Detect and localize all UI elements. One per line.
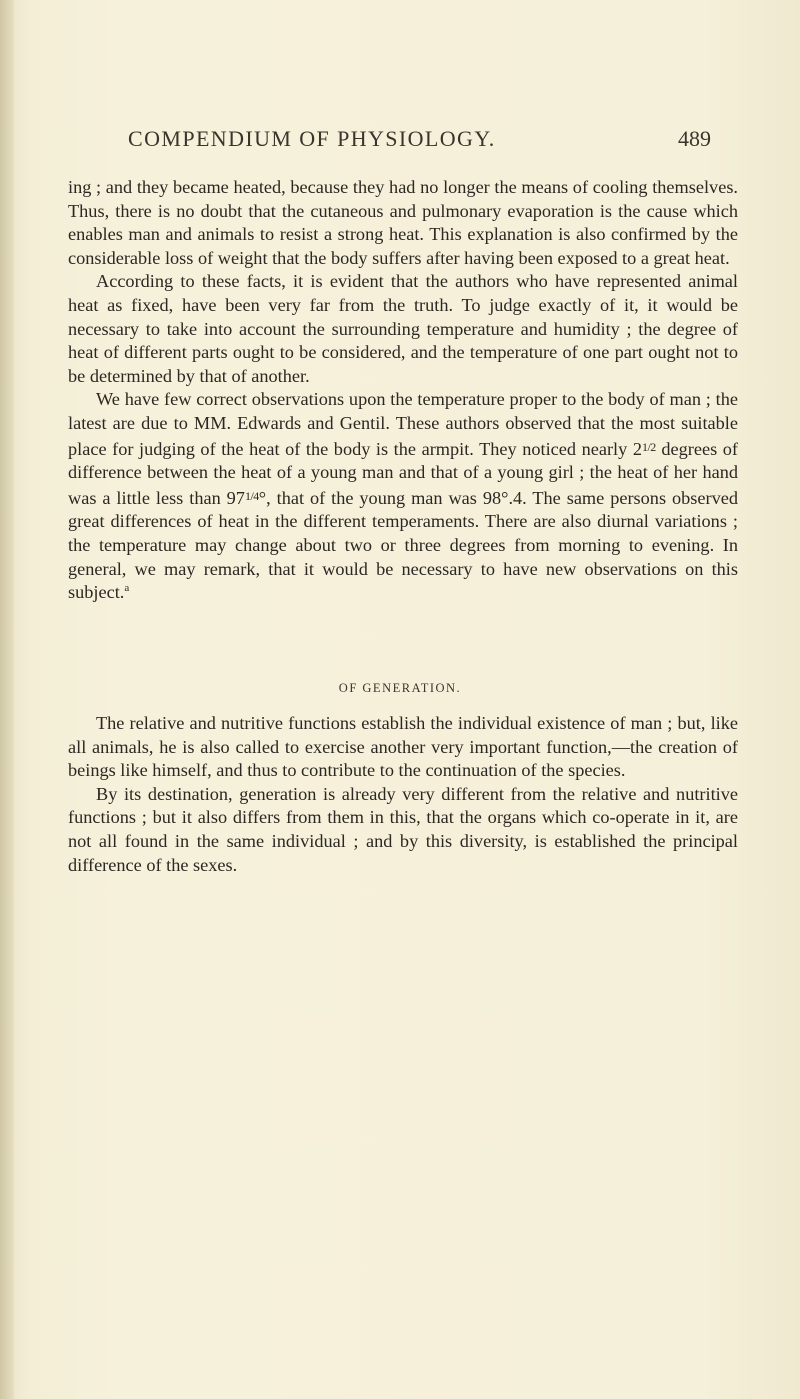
section-body [68, 712, 738, 877]
section-heading: OF GENERATION. [338, 681, 462, 695]
fraction-quarter: 1/4 [244, 488, 259, 503]
paragraph-animal-heat: According to these facts, it is evident that the authors who have represented animal heat as fixed, have been very far from the truth. To judge exactly of it, it would be necessary to take into account the surrounding temperature and humidity ; the degree of heat of different parts ought to be considered, and the temperature of one part ought not to be determined by that of another. [68, 271, 738, 386]
page-number: 489 [678, 126, 711, 151]
paragraph-observations [68, 388, 738, 604]
footnote-marker: a [124, 582, 130, 594]
paragraph-continued: ing ; and they became heated, because they had no longer the means of cooling themselves. Thus, there is no doubt that the cutaneous and pulmonary evaporation is the cause which enables man and animals to resist a strong heat. This explanation is also confirmed by the considerable loss of weight that the body suffers after having been exposed to a great heat. [68, 177, 738, 268]
text-run: We have few correct observations upon the temperature proper to the body of man ; the latest are due to MM. Edwards and Gentil. These authors observed that the most suitable place for judging of the heat of the body is the armpit. They noticed nearly 2 [68, 389, 738, 459]
text-run: °, that of the young man was 98°.4. The same persons observed great differences of heat in the different temperaments. There are also diurnal variations ; the temperature may change about two or three degrees from morning to evening. In general, we may remark, that it would be necessary to have new observations on this subject. [68, 487, 738, 603]
body-text [68, 176, 738, 605]
page-gutter [0, 0, 14, 1399]
page-header [0, 126, 800, 156]
paragraph-generation-intro: The relative and nutritive functions establish the individual existence of man ; but, like all animals, he is also called to exercise another very important function,—the creation of beings like himself, and thus to contribute to the continuation of the species. [68, 713, 738, 781]
running-title: COMPENDIUM OF PHYSIOLOGY. [128, 126, 496, 151]
text-run: degrees of difference between the heat of a young man and that of a young girl ; the heat of her hand was a little less than 97 [68, 438, 738, 508]
fraction-half: 1/2 [641, 439, 656, 454]
paragraph-generation-destination: By its destination, generation is already very different from the relative and nutritive functions ; but it also differs from them in this, that the organs which co-operate in it, are not all found in the same individual ; and by this diversity, is established the principal difference of the sexes. [68, 783, 738, 875]
